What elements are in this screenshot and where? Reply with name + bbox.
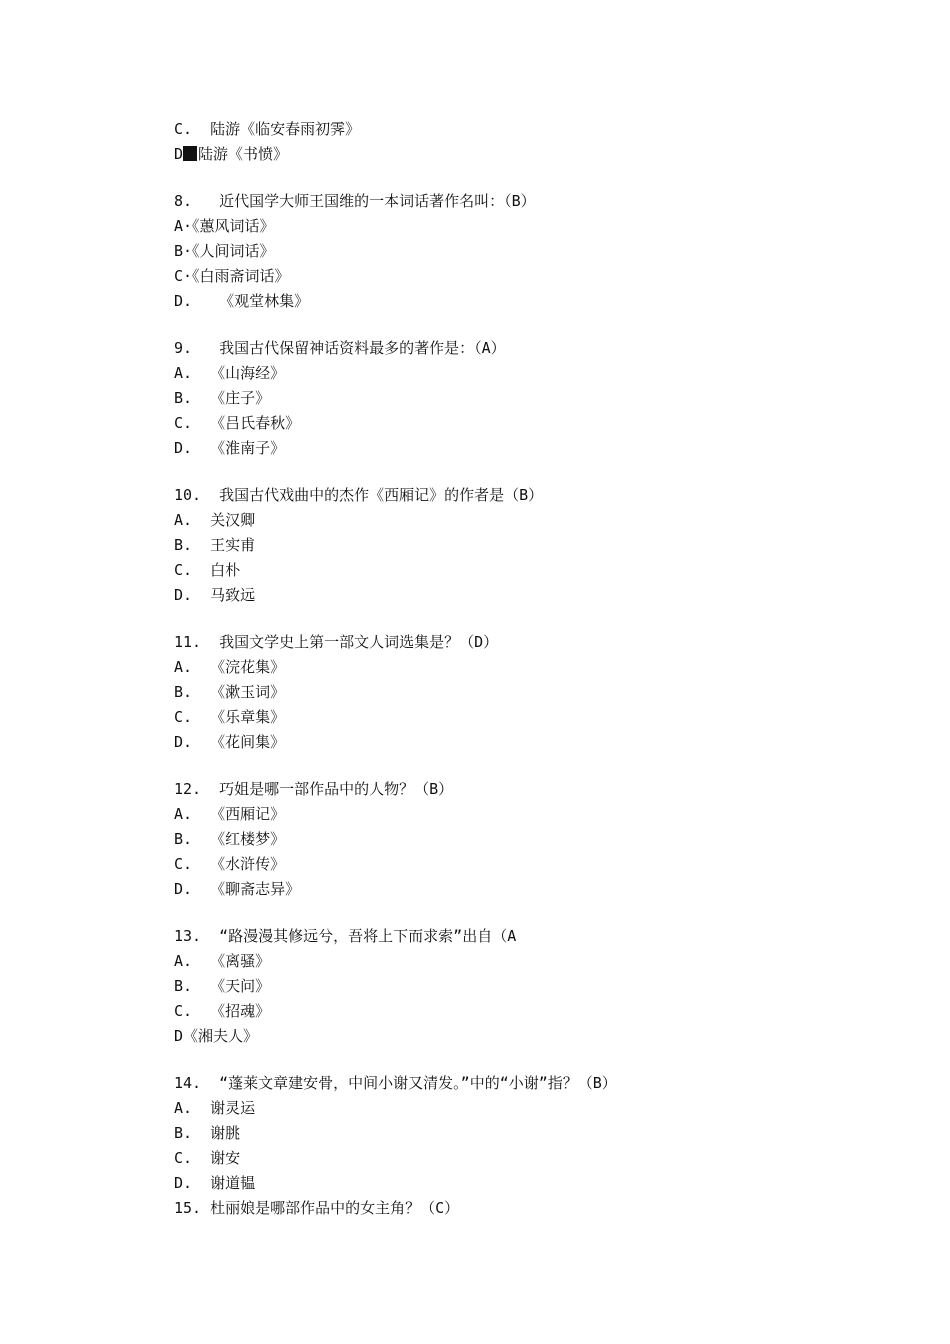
q14-option-d: D. 谢道韫 [174,1174,256,1192]
q10-option-a: A. 关汉卿 [174,511,256,529]
q13-option-c: C. 《招魂》 [174,1002,271,1020]
q9-question: 9. 我国古代保留神话资料最多的著作是：（A） [174,339,506,357]
q13-question: 13. “路漫漫其修远兮，吾将上下而求索”出自（A [174,927,517,945]
q7-option-d-prefix: D [174,145,184,163]
q11-option-a: A. 《浣花集》 [174,658,286,676]
q14-option-c: C. 谢安 [174,1149,241,1167]
q12-question: 12. 巧姐是哪一部作品中的人物？（B） [174,780,454,798]
q7-option-d-text: 陆游《书愤》 [198,145,289,163]
q10-option-b: B. 王实甫 [174,536,256,554]
quiz-content [174,117,874,1221]
q10-option-c: C. 白朴 [174,561,241,579]
q8-question: 8. 近代国学大师王国维的一本词话著作名叫：（B） [174,192,536,210]
q7-option-c: C. 陆游《临安春雨初霁》 [174,120,361,138]
q14-option-a: A. 谢灵运 [174,1099,256,1117]
q8-option-a: A·《蕙风词话》 [174,217,275,235]
q12-option-c: C. 《水浒传》 [174,855,286,873]
q8-option-d: D. 《观堂林集》 [174,292,310,310]
q9-option-d: D. 《淮南子》 [174,439,286,457]
q14-option-b: B. 谢朓 [174,1124,241,1142]
q10-question: 10. 我国古代戏曲中的杰作《西厢记》的作者是（B） [174,486,544,504]
q15-question: 15. 杜丽娘是哪部作品中的女主角？（C） [174,1199,460,1217]
q7-option-d [174,142,874,167]
q13-option-b: B. 《天问》 [174,977,271,995]
q11-option-b: B. 《漱玉词》 [174,683,286,701]
q11-option-d: D. 《花间集》 [174,733,286,751]
q9-option-c: C. 《吕氏春秋》 [174,414,301,432]
q14-question: 14. “蓬莱文章建安骨，中间小谢又清发。”中的“小谢”指？（B） [174,1074,617,1092]
q13-option-d: D《湘夫人》 [174,1027,259,1045]
q11-question: 11. 我国文学史上第一部文人词选集是？（D） [174,633,499,651]
q9-option-b: B. 《庄子》 [174,389,271,407]
q12-option-a: A. 《西厢记》 [174,805,286,823]
q12-option-d: D. 《聊斋志异》 [174,880,301,898]
q8-option-c: C·《白雨斋词话》 [174,267,290,285]
q13-option-a: A. 《离骚》 [174,952,271,970]
q11-option-c: C. 《乐章集》 [174,708,286,726]
q8-option-b: B·《人间词话》 [174,242,275,260]
q12-option-b: B. 《红楼梦》 [174,830,286,848]
q10-option-d: D. 马致远 [174,586,256,604]
q9-option-a: A. 《山海经》 [174,364,286,382]
redaction-block-icon [183,146,197,161]
